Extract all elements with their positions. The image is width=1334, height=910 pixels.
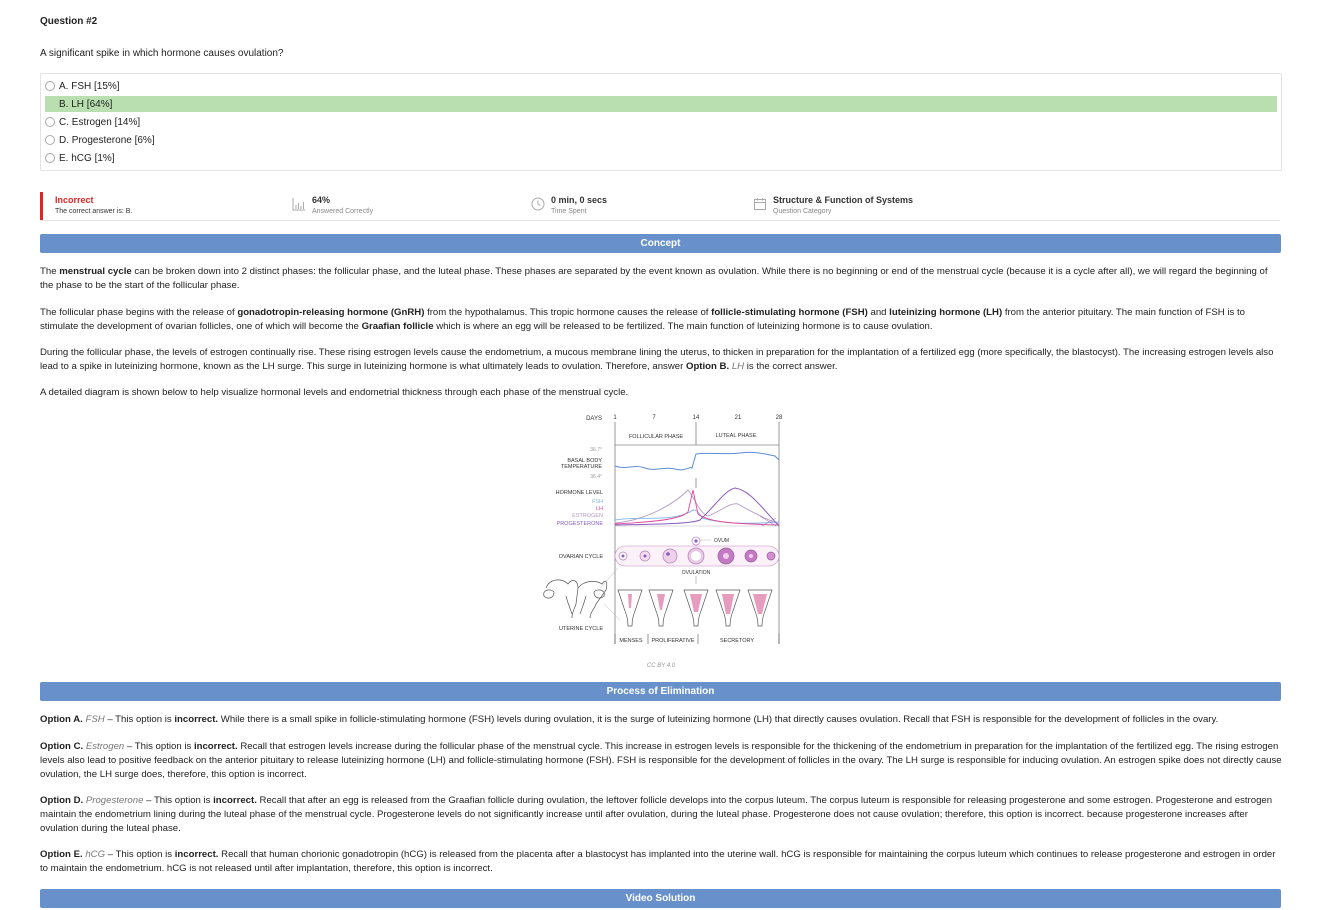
- video-solution-banner[interactable]: Video Solution: [40, 889, 1281, 908]
- choice-b[interactable]: [45, 96, 1277, 112]
- menses-label: MENSES: [619, 638, 643, 644]
- bbt-label-2: TEMPERATURE: [560, 464, 602, 470]
- ovum-label: OVUM: [714, 538, 729, 544]
- choice-a[interactable]: [45, 78, 1277, 94]
- status-text: Incorrect: [55, 195, 94, 205]
- concept-paragraph-1: The menstrual cycle can be broken down into 2 distinct phases: the follicular phase, and the luteal phase. These phases are separated by the event known as ovulation. While there is no beginning or end of the menstrual cycle (because it is a cycle after all), we will regard the beginning of the phase to be the start of the follicular phase.: [40, 266, 1268, 291]
- radio-button[interactable]: [45, 117, 55, 127]
- bbt-line: [615, 452, 779, 470]
- radio-button[interactable]: [45, 99, 55, 109]
- elimination-option-e: Option E. hCG – This option is incorrect. Recall that human chorionic gonadotropin (hCG) is released from the placenta after a blastocyst has implanted into the uterine wall. hCG is responsible for maintaining the corpus luteum which continues to release progesterone and estrogen in order to maintain the endometrium. hCG is not released until after implantation, therefore, this option is incorrect.: [40, 849, 1276, 874]
- temp-low-label: 36.4°: [590, 474, 602, 480]
- time-value: 0 min, 0 secs: [551, 195, 608, 205]
- percent-label: Answered Correctly: [312, 208, 374, 215]
- uterus-illustration: [544, 580, 607, 618]
- ovarian-cycle-label: OVARIAN CYCLE: [558, 554, 603, 560]
- menstrual-cycle-diagram: [540, 408, 800, 676]
- day-tick: 7: [652, 415, 656, 421]
- radio-button[interactable]: [45, 135, 55, 145]
- day-tick: 28: [775, 415, 783, 421]
- radio-button[interactable]: [45, 153, 55, 163]
- incorrect-indicator: [40, 192, 43, 220]
- bar-chart-icon: [292, 197, 306, 211]
- category-label: Question Category: [773, 208, 832, 215]
- choice-label: B. LH [64%]: [59, 98, 113, 110]
- secretory-label: SECRETORY: [719, 638, 755, 644]
- concept-banner[interactable]: Concept: [40, 234, 1281, 253]
- ovulation-label: OVULATION: [681, 570, 711, 576]
- answer-choices: [40, 73, 1282, 171]
- ovum-marker: [692, 537, 711, 545]
- choice-label: D. Progesterone [6%]: [59, 134, 155, 146]
- choice-label: C. Estrogen [14%]: [59, 116, 141, 128]
- elimination-option-c: Option C. Estrogen – This option is incorrect. Recall that estrogen levels increase during the follicular phase of the menstrual cycle. This increase in estrogen levels is responsible for the thickening of the endometrium in preparation for the implantation of the fertilized egg. The rising estrogen levels also lead to positive feedback on the anterior pituitary to release luteinizing hormone (LH) and follicle-stimulating hormone (FSH). FSH is responsible for the development of follicles in the ovary. The LH surge is responsible for inducing ovulation. An estrogen spike does not directly cause ovulation, the LH surge does, therefore, this option is incorrect.: [40, 741, 1282, 780]
- percent-value: 64%: [312, 195, 331, 205]
- fsh-legend: FSH: [592, 499, 603, 505]
- result-status: [55, 195, 132, 215]
- concept-paragraph-3: During the follicular phase, the levels of estrogen continually rise. These rising estrogen levels cause the endometrium, a mucous membrane lining the uterus, to thicken in preparation for the implantation of a fertilized egg (more specifically, the blastocyst). The increasing estrogen levels also lead to a spike in luteinizing hormone, known as the LH surge. This surge in luteinizing hormone is what ultimately leads to ovulation. Therefore, answer Option B. LH is the correct answer.: [40, 347, 1274, 372]
- image-credit: CC BY 4.0: [646, 663, 676, 669]
- day-tick: 1: [613, 415, 617, 421]
- bbt-label-1: BASAL BODY: [567, 458, 602, 464]
- choice-label: E. hCG [1%]: [59, 152, 115, 164]
- correct-answer-text: The correct answer is: B.: [55, 208, 133, 215]
- choice-d[interactable]: [45, 132, 1277, 148]
- clock-icon: [531, 197, 545, 211]
- day-tick: 14: [692, 415, 700, 421]
- elimination-option-d: Option D. Progesterone – This option is incorrect. Recall that after an egg is released from the Graafian follicle during ovulation, the leftover follicle develops into the corpus luteum. The corpus luteum is responsible for releasing progesterone and some estrogen. Progesterone and estrogen maintain the endometrium lining during the luteal phase of the menstrual cycle. Progesterone levels do not significantly increase until after ovulation, during the luteal phase. Progesterone does not cause ovulation; therefore, this option is incorrect. because progesterone increases after ovulation during the luteal phase.: [40, 795, 1273, 834]
- result-bar: [40, 192, 1280, 221]
- day-tick: 21: [734, 415, 742, 421]
- estrogen-legend: ESTROGEN: [572, 513, 603, 519]
- lh-legend: LH: [595, 506, 603, 512]
- temp-high-label: 36.7°: [590, 447, 602, 453]
- concept-paragraph-4: A detailed diagram is shown below to help visualize hormonal levels and endometrial thickness through each phase of the menstrual cycle.: [40, 387, 629, 398]
- percent-stat: [312, 195, 373, 215]
- time-label: Time Spent: [551, 208, 587, 215]
- concept-paragraph-2: The follicular phase begins with the release of gonadotropin-releasing hormone (GnRH) from the hypothalamus. This tropic hormone causes the release of follicle-stimulating hormone (FSH) and luteinizing hormone (LH) from the anterior pituitary. The main function of FSH is to stimulate the development of ovarian follicles, one of which will become the Graafian follicle which is where an egg will be released to be fertilized. The main function of luteinizing hormone is to cause ovulation.: [40, 307, 1245, 332]
- days-label: DAYS: [586, 416, 602, 422]
- elimination-option-a: Option A. FSH – This option is incorrect. While there is a small spike in follicle-stimulating hormone (FSH) levels during ovulation, it is the surge of luteinizing hormone (LH) that directly causes ovulation. Recall that FSH is responsible for the development of follicles in the ovary.: [40, 714, 1219, 725]
- elimination-banner[interactable]: Process of Elimination: [40, 682, 1281, 701]
- radio-button[interactable]: [45, 81, 55, 91]
- proliferative-label: PROLIFERATIVE: [651, 638, 695, 644]
- luteal-phase-label: LUTEAL PHASE: [715, 433, 757, 439]
- lh-curve: [615, 490, 779, 525]
- time-stat: [551, 195, 607, 215]
- category-value: Structure & Function of Systems: [773, 195, 914, 205]
- choice-label: A. FSH [15%]: [59, 80, 120, 92]
- category-stat: [773, 195, 913, 215]
- choice-c[interactable]: [45, 114, 1277, 130]
- calendar-icon: [753, 197, 767, 211]
- question-number: Question #2: [40, 16, 98, 27]
- choice-e[interactable]: [45, 150, 1277, 166]
- uterine-cycle-label: UTERINE CYCLE: [558, 626, 603, 632]
- hormone-level-label: HORMONE LEVEL: [555, 490, 603, 496]
- endometrium-lining: [628, 594, 767, 614]
- progesterone-legend: PROGESTERONE: [556, 521, 603, 527]
- question-text: A significant spike in which hormone causes ovulation?: [40, 48, 284, 59]
- follicular-phase-label: FOLLICULAR PHASE: [628, 434, 684, 440]
